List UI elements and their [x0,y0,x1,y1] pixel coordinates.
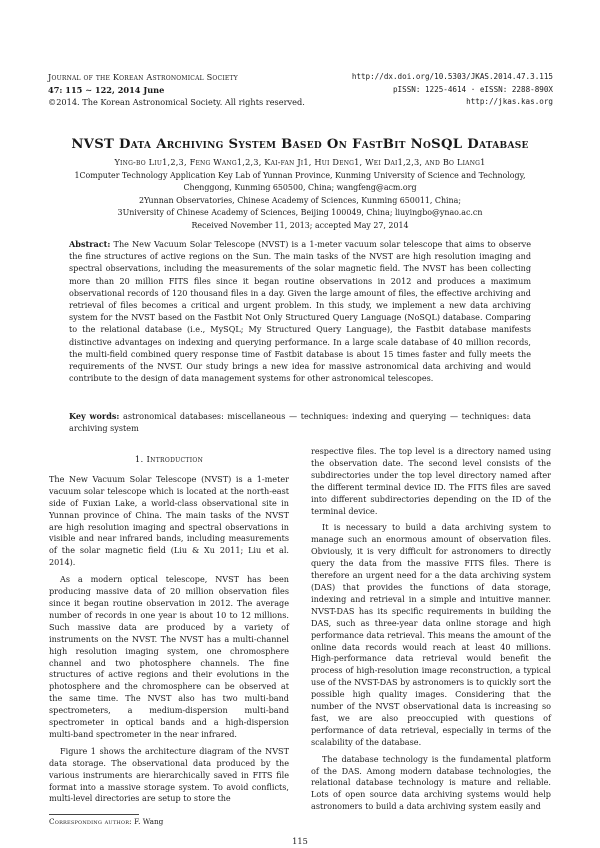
affiliation-1: 1Computer Technology Application Key Lab of Yunnan Province, Kunming University of Science and Technology, [74,171,526,180]
paragraph: It is necessary to build a data archiving system to manage such an enormous amount of observation files. Obviously, it is very difficult for astronomers to directly query the data from the massive FITS files. There is therefore an urgent need for a the data archiving system (DAS) that provides the functions of data storage, indexing and retrieval in a simple and intuitive manner. NVST-DAS has its specific requirements in building the DAS, such as three-year data online storage and high performance data retrieval. This means the amount of the online data records would reach at least 40 millions. High-performance data retrieval would benefit the process of high-resolution image reconstruction, a typical use of the NVST-DAS by astronomers is to quickly sort the possible high quality images. Considering that the number of the NVST observational data is increasing so fast, we are also preoccupied with questions of performance of data retrieval, especially in terms of the scalability of the database. [311,522,551,747]
issn-line: pISSN: 1225-4614 · eISSN: 2288-890X [392,84,553,94]
paragraph: respective files. The top level is a directory named using the observation date. The second level consists of the subdirectories under the top level directory named after the different terminal device ID. The FITS files are saved into different subdirectories depending on the ID of the terminal device. [311,446,551,516]
keywords-label: Key words: [69,411,120,421]
page-number: 115 [292,836,308,846]
corresponding-author-note [49,817,163,826]
abstract [69,238,531,384]
left-column [49,455,289,810]
paragraph: The New Vacuum Solar Telescope (NVST) is a 1-meter vacuum solar telescope which is located at the north-east side of Fuxian Lake, a world-class observational site in Yunnan province of China. The main tasks of the NVST are high resolution imaging and spectral observations in visible and near infrared bands, including measurements of the solar magnetic field (Liu & Xu 2011; Liu et al. 2014). [49,473,289,568]
corresponding-author-label: Corresponding author: [49,817,132,826]
author-list: Ying-bo Liu1,2,3, Feng Wang1,2,3, Kai-fan Ji1, Hui Deng1, Wei Dai1,2,3, and Bo Liang1 [114,157,486,167]
corresponding-author-name: F. Wang [134,817,164,826]
affiliations [60,170,540,219]
keywords [69,410,531,434]
journal-name: Journal of the Korean Astronomical Society [48,72,238,82]
paragraph: The database technology is the fundamental platform of the DAS. Among modern database technologies, the relational database technology is mature and reliable. Lots of open source data archiving systems would help astronomers to build a data archiving system easily and [311,753,551,812]
journal-header-left [48,71,328,109]
affiliation-3: 3University of Chinese Academy of Sciences, Beijing 100049, China; liuyingbo@ynao.ac.cn [117,207,483,217]
paragraph: Figure 1 shows the architecture diagram of the NVST data storage. The observational data produced by the various instruments are hierarchically saved in FITS file format into a massive storage system. To avoid conflicts, multi-level directories are setup to store the [49,745,289,804]
affiliation-1-cont: Chenggong, Kunming 650500, China; wangfeng@acm.org [183,183,417,193]
journal-website-link[interactable]: http://jkas.kas.org [466,97,553,107]
paragraph: As a modern optical telescope, NVST has been producing massive data of 20 million observation files since it began routine observation in 2012. The average number of records in one year is about 10 to 12 millions. Such massive data are produced by a variety of instruments on the NVST. The NVST has a multi-channel high resolution imaging system, one chromosphere channel and two photosphere channels. The fine structures of active regions and their evolutions in the photosphere and the chromosphere can be observed at the same time. The NVST also has two multi-band spectrometers, a medium-dispersion multi-band spectrometer in optical bands and a high-dispersion multi-band spectrometer in the near infrared. [49,574,289,739]
doi-link[interactable]: http://dx.doi.org/10.5303/JKAS.2014.47.3.115 [351,72,553,81]
affiliation-2: 2Yunnan Observatories, Chinese Academy of Sciences, Kunming 650011, China; [138,195,461,205]
section-heading-introduction: 1. Introduction [134,455,204,465]
right-column [311,446,551,818]
volume-line: 47: 115 ∼ 122, 2014 June [48,84,165,95]
copyright-line: ©2014. The Korean Astronomical Society. All rights reserved. [48,97,305,108]
abstract-text: The New Vacuum Solar Telescope (NVST) is a 1-meter vacuum solar telescope that aims to observe the fine structures of active regions on the Sun. The main tasks of the NVST are high resolution imaging and spectral observations, including the measurements of the solar magnetic field. The NVST has been collecting more than 20 million FITS files since it began routine observations in 2012 and produces a maximum observational records of 120 thousand files in a day. Given the large amount of files, the effective archiving and retrieval of files becomes a critical and urgent problem. In this study, we implement a new data archiving system for the NVST based on the Fastbit Not Only Structured Query Language (NoSQL) database. Comparing to the relational database (i.e., MySQL; My Structured Query Language), the Fastbit database manifests distinctive advantages on indexing and querying performance. In a large scale database of 40 million records, the multi-field combined query response time of Fastbit database is about 15 times faster and fully meets the requirements of the NVST. Our study brings a new idea for massive astronomical data archiving and would contribute to the design of data management systems for other astronomical telescopes. [69,239,531,384]
received-dates: Received November 11, 2013; accepted May 27, 2014 [191,221,409,230]
journal-header-right [313,71,553,109]
paper-title: NVST Data Archiving System Based On FastBit NoSQL Database [71,137,529,152]
abstract-label: Abstract: [69,239,111,249]
keywords-text: astronomical databases: miscellaneous — techniques: indexing and querying — techniques: data archiving system [69,411,531,434]
footnote-rule [49,814,139,815]
